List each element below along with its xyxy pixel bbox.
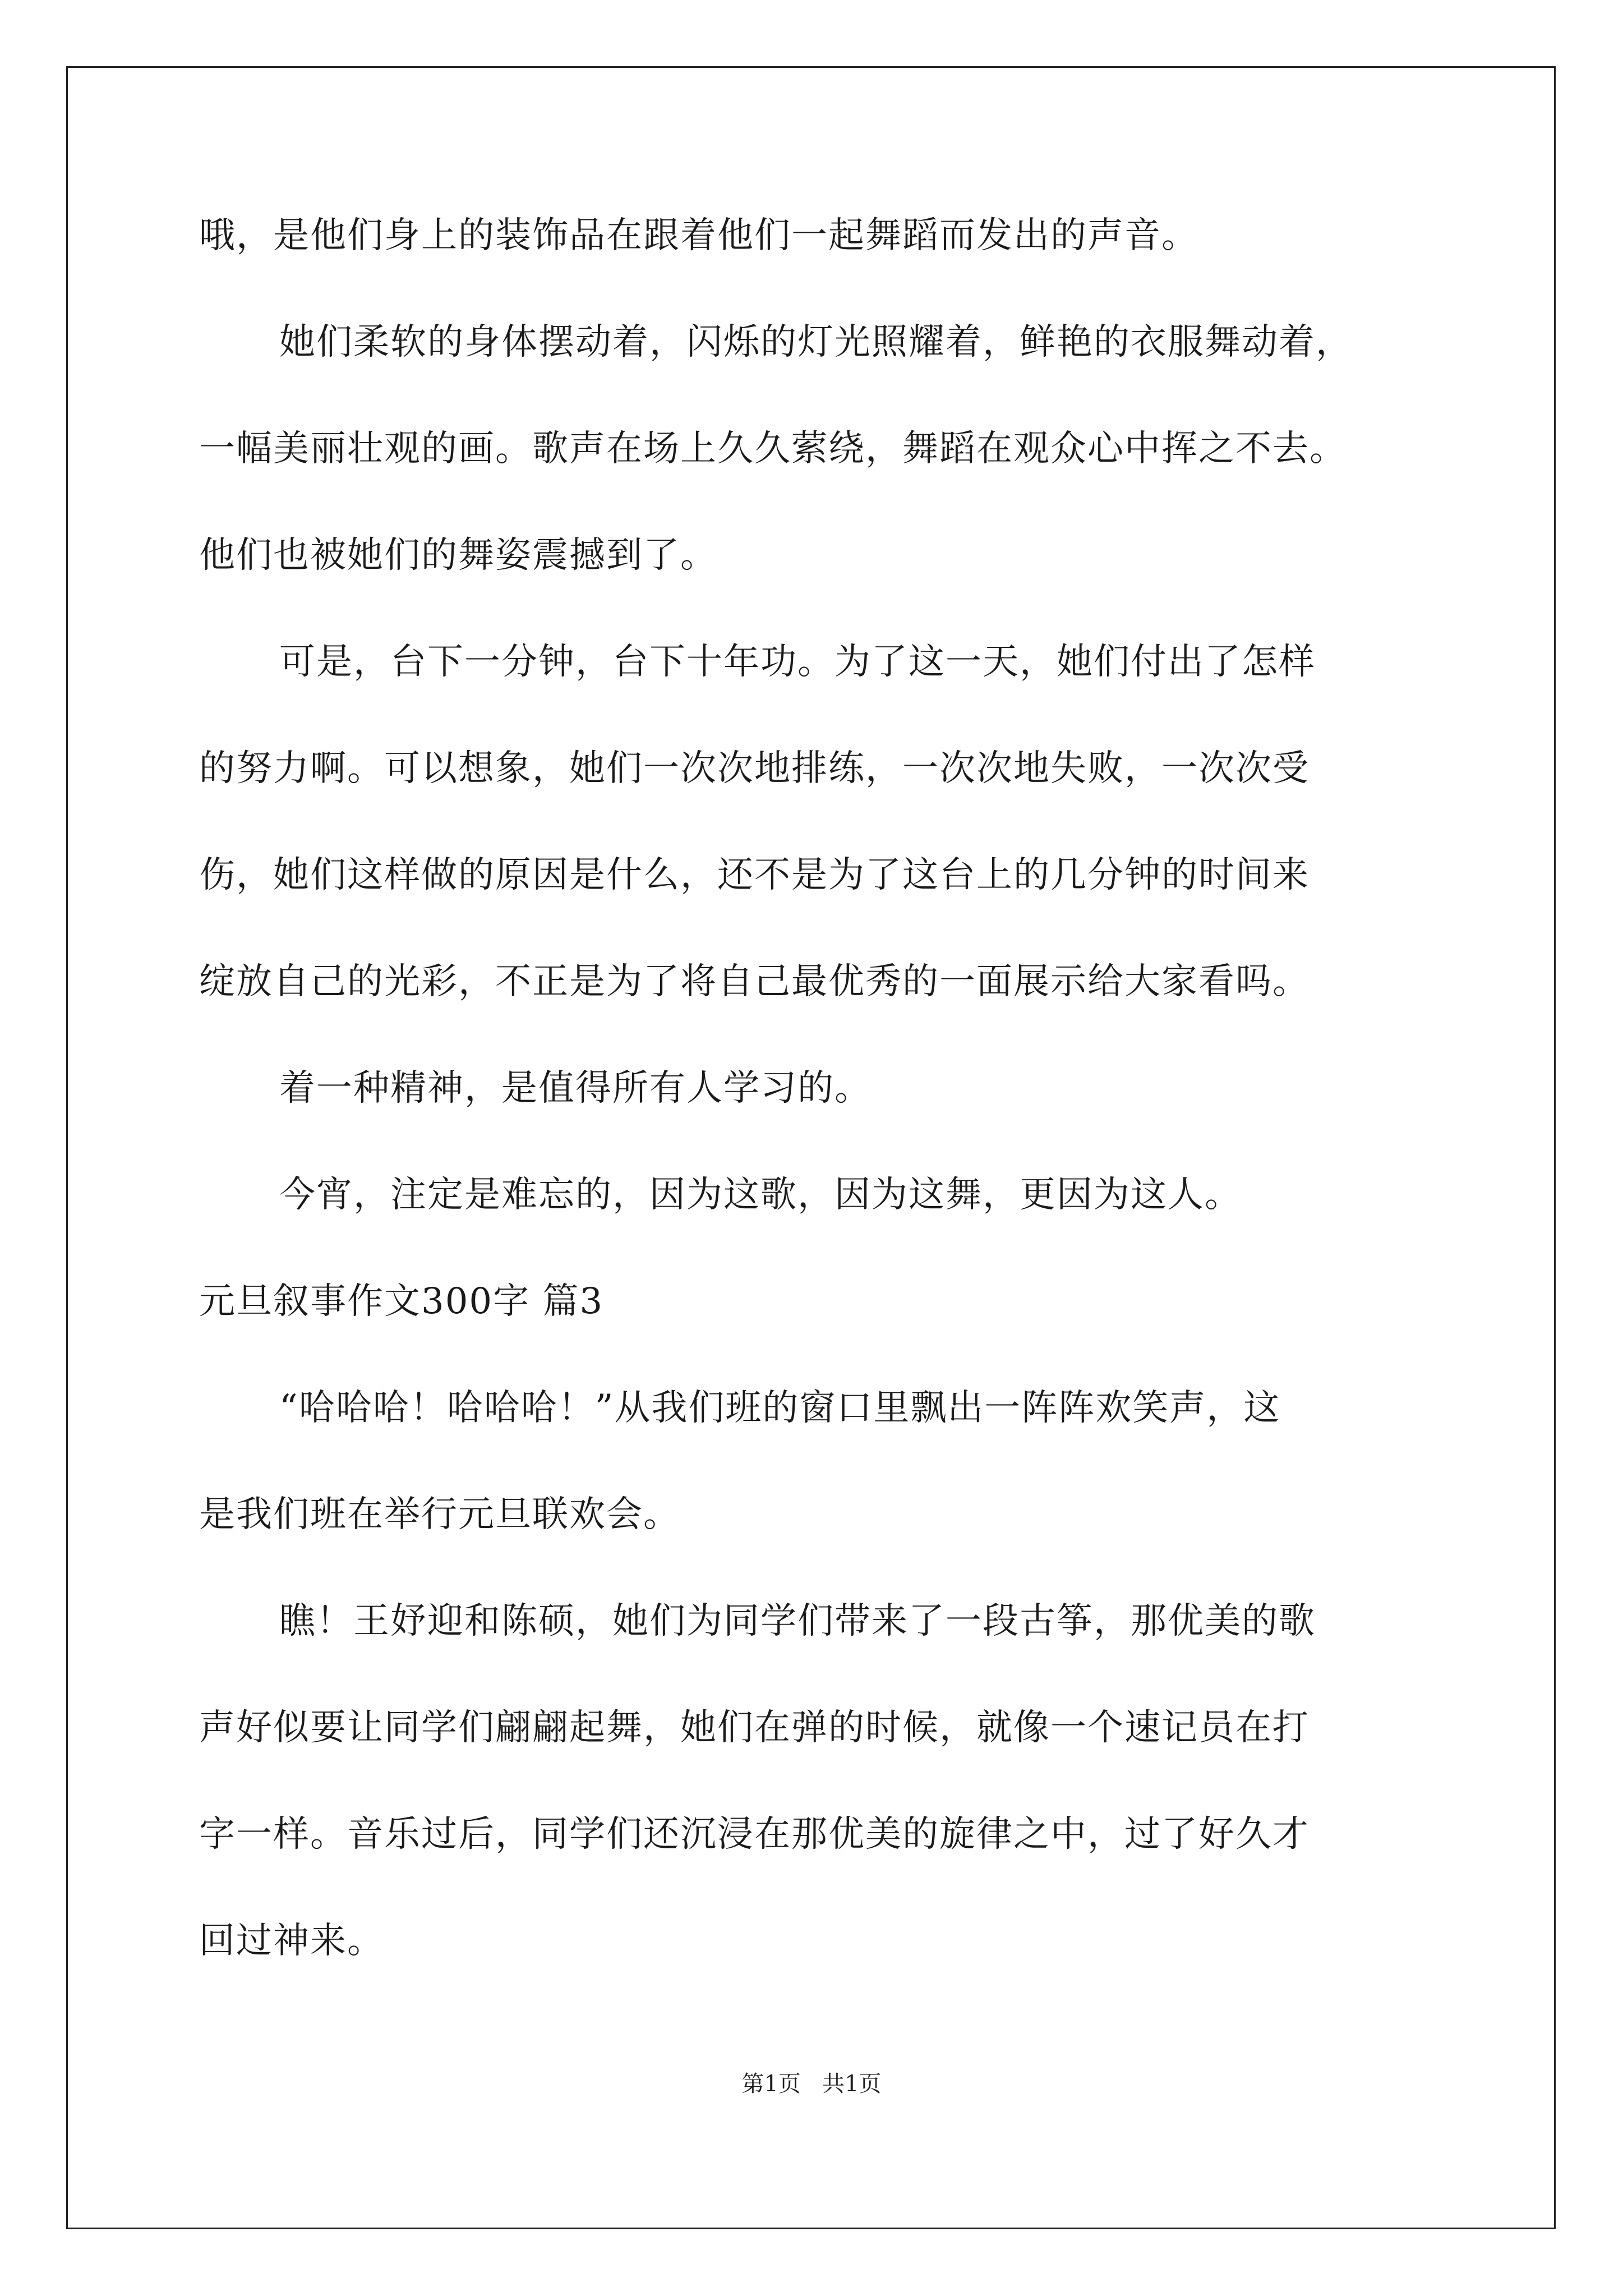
paragraph-start-line: 今宵，注定是难忘的，因为这歌，因为这舞，更因为这人。 bbox=[279, 1174, 1242, 1216]
text-line: 绽放自己的光彩，不正是为了将自己最优秀的一面展示给大家看吗。 bbox=[199, 961, 1310, 1002]
page-border bbox=[66, 66, 1556, 2229]
section-heading: 元旦叙事作文300字 篇3 bbox=[199, 1281, 604, 1322]
page-number-footer: 第1页 共1页 bbox=[741, 2071, 882, 2097]
text-line: 的努力啊。可以想象，她们一次次地排练，一次次地失败，一次次受 bbox=[199, 748, 1310, 789]
text-line: 他们也被她们的舞姿震撼到了。 bbox=[199, 535, 717, 576]
paragraph-start-line: 瞧！王妤迎和陈硕，她们为同学们带来了一段古筝，那优美的歌 bbox=[279, 1600, 1316, 1642]
text-line: 声好似要让同学们翩翩起舞，她们在弹的时候，就像一个速记员在打 bbox=[199, 1707, 1310, 1749]
paragraph-start-line: “哈哈哈！哈哈哈！”从我们班的窗口里飘出一阵阵欢笑声，这 bbox=[279, 1387, 1281, 1429]
text-line: 是我们班在举行元旦联欢会。 bbox=[199, 1494, 680, 1535]
paragraph-start-line: 着一种精神，是值得所有人学习的。 bbox=[279, 1068, 872, 1109]
text-line: 字一样。音乐过后，同学们还沉浸在那优美的旋律之中，过了好久才 bbox=[199, 1814, 1310, 1855]
text-line: 回过神来。 bbox=[199, 1920, 384, 1962]
text-line: 伤，她们这样做的原因是什么，还不是为了这台上的几分钟的时间来 bbox=[199, 854, 1310, 896]
paragraph-start-line: 她们柔软的身体摆动着，闪烁的灯光照耀着，鲜艳的衣服舞动着， bbox=[279, 321, 1353, 363]
text-line: 一幅美丽壮观的画。歌声在场上久久萦绕，舞蹈在观众心中挥之不去。 bbox=[199, 428, 1347, 470]
paragraph-start-line: 可是，台下一分钟，台下十年功。为了这一天，她们付出了怎样 bbox=[279, 641, 1316, 683]
text-line: 哦，是他们身上的装饰品在跟着他们一起舞蹈而发出的声音。 bbox=[199, 215, 1198, 256]
